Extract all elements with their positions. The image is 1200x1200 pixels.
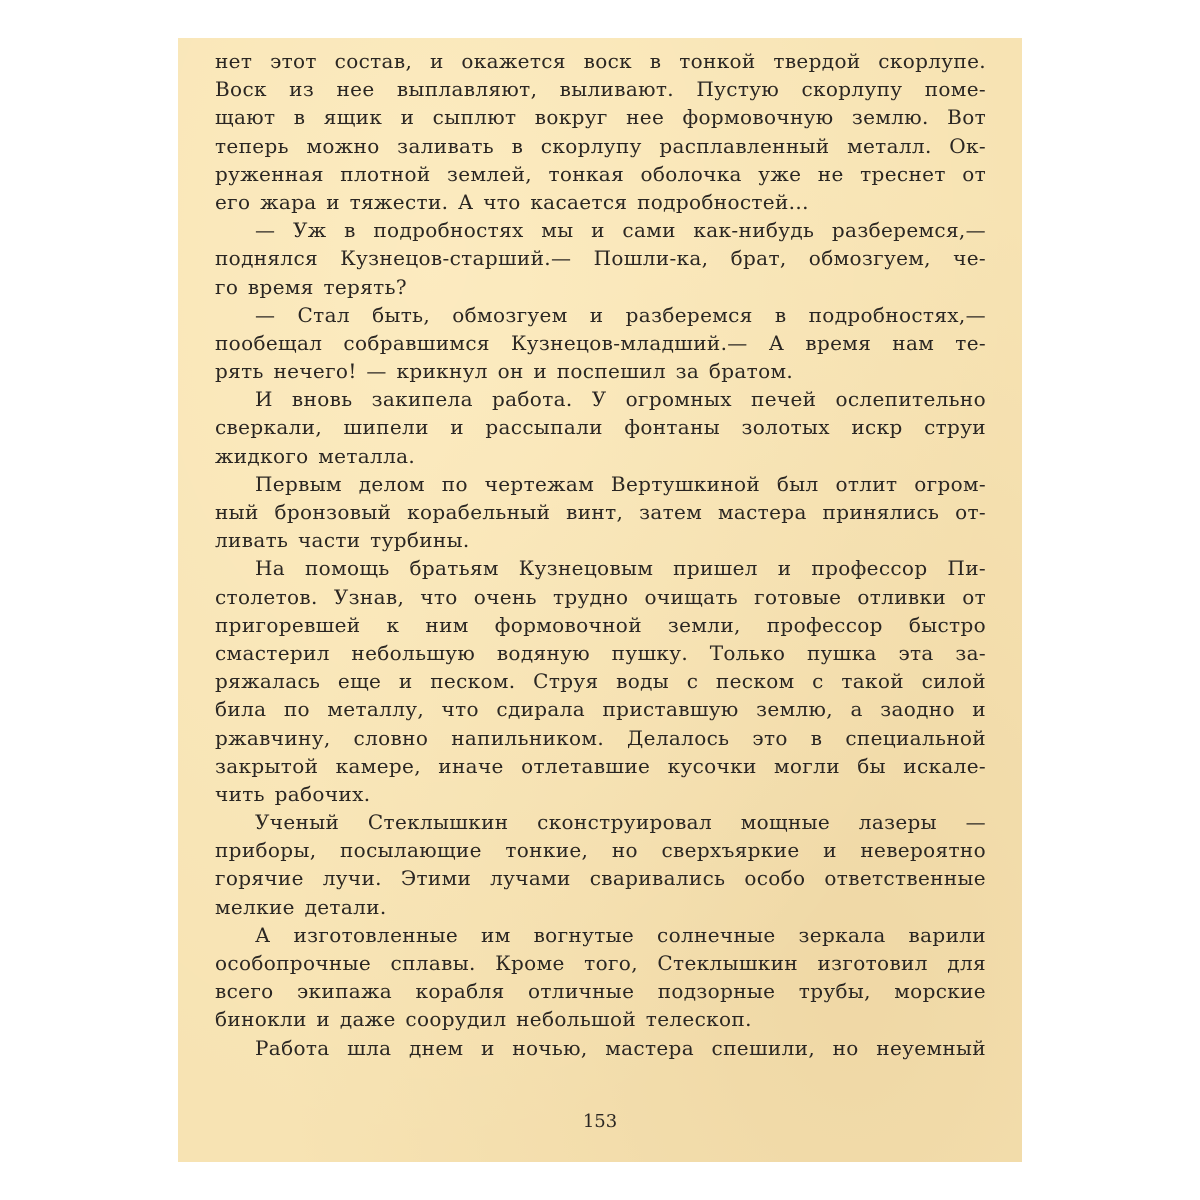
text-line: пригоревшей к ним формовочной земли, профессор быстро [215, 612, 986, 637]
text-line: мелкие детали. [215, 894, 387, 919]
text-line: чить рабочих. [215, 781, 371, 806]
text-line: ный бронзовый корабельный винт, затем мастера принялись от- [215, 500, 986, 524]
text-line: его жара и тяжести. А что касается подробностей... [215, 189, 809, 214]
text-line: — Стал быть, обмозгуем и разберемся в подробностях,— [255, 302, 986, 327]
text-line: особопрочные сплавы. Кроме того, Стеклышкин изготовил для [215, 951, 986, 975]
text-line: Первым делом по чертежам Вертушкиной был отлит огром- [255, 471, 986, 496]
text-line: нет этот состав, и окажется воск в тонкой твердой скорлупе. [215, 49, 986, 73]
text-line: приборы, посылающие тонкие, но сверхъяркие и невероятно [215, 838, 986, 863]
text-line: На помощь братьям Кузнецовым пришел и профессор Пи- [255, 556, 986, 581]
text-line: щают в ящик и сыплют вокруг нее формовочную землю. Вот [215, 105, 986, 130]
text-line: била по металлу, что сдирала приставшую землю, а заодно и [215, 697, 986, 722]
text-line: Воск из нее выплавляют, выливают. Пустую скорлупу поме- [215, 77, 986, 102]
text-line: ряжалась еще и песком. Струя воды с песком с такой силой [215, 669, 986, 694]
page-number: 153 [582, 1111, 618, 1132]
book-page [178, 38, 1022, 1162]
text-line: горячие лучи. Этими лучами сваривались особо ответственные [215, 866, 986, 891]
text-line: Работа шла днем и ночью, мастера спешили, но неуемный [255, 1035, 986, 1060]
text-line: теперь можно заливать в скорлупу расплавленный металл. Ок- [215, 133, 986, 158]
text-line: пообещал собравшимся Кузнецов-младший.— А время нам те- [215, 330, 986, 355]
text-line: жидкого металла. [215, 443, 416, 468]
text-line: смастерил небольшую водяную пушку. Только пушка эта за- [215, 640, 986, 665]
text-line: закрытой камере, иначе отлетавшие кусочки могли бы искале- [215, 753, 986, 778]
text-line: Ученый Стеклышкин сконструировал мощные лазеры — [255, 810, 986, 835]
text-line: столетов. Узнав, что очень трудно очищать готовые отливки от [215, 584, 986, 609]
text-line: А изготовленные им вогнутые солнечные зеркала варили [255, 922, 986, 947]
text-line: ржавчину, словно напильником. Делалось это в специальной [215, 725, 986, 750]
text-line: поднялся Кузнецов-старший.— Пошли-ка, брат, обмозгуем, че- [215, 246, 986, 271]
page-text [215, 47, 986, 1062]
text-line: ливать части турбины. [215, 528, 470, 553]
text-line: сверкали, шипели и рассыпали фонтаны золотых искр струи [215, 415, 986, 440]
text-line: всего экипажа корабля отличные подзорные трубы, морские [215, 979, 986, 1004]
text-line: рять нечего! — крикнул он и поспешил за братом. [215, 359, 794, 384]
text-line: бинокли и даже соорудил небольшой телескоп. [215, 1007, 752, 1032]
text-line: го время терять? [215, 274, 407, 299]
text-line: И вновь закипела работа. У огромных печей ослепительно [255, 387, 986, 412]
text-line: руженная плотной землей, тонкая оболочка уже не треснет от [215, 161, 986, 186]
text-line: — Уж в подробностях мы и сами как-нибудь разберемся,— [255, 218, 986, 243]
